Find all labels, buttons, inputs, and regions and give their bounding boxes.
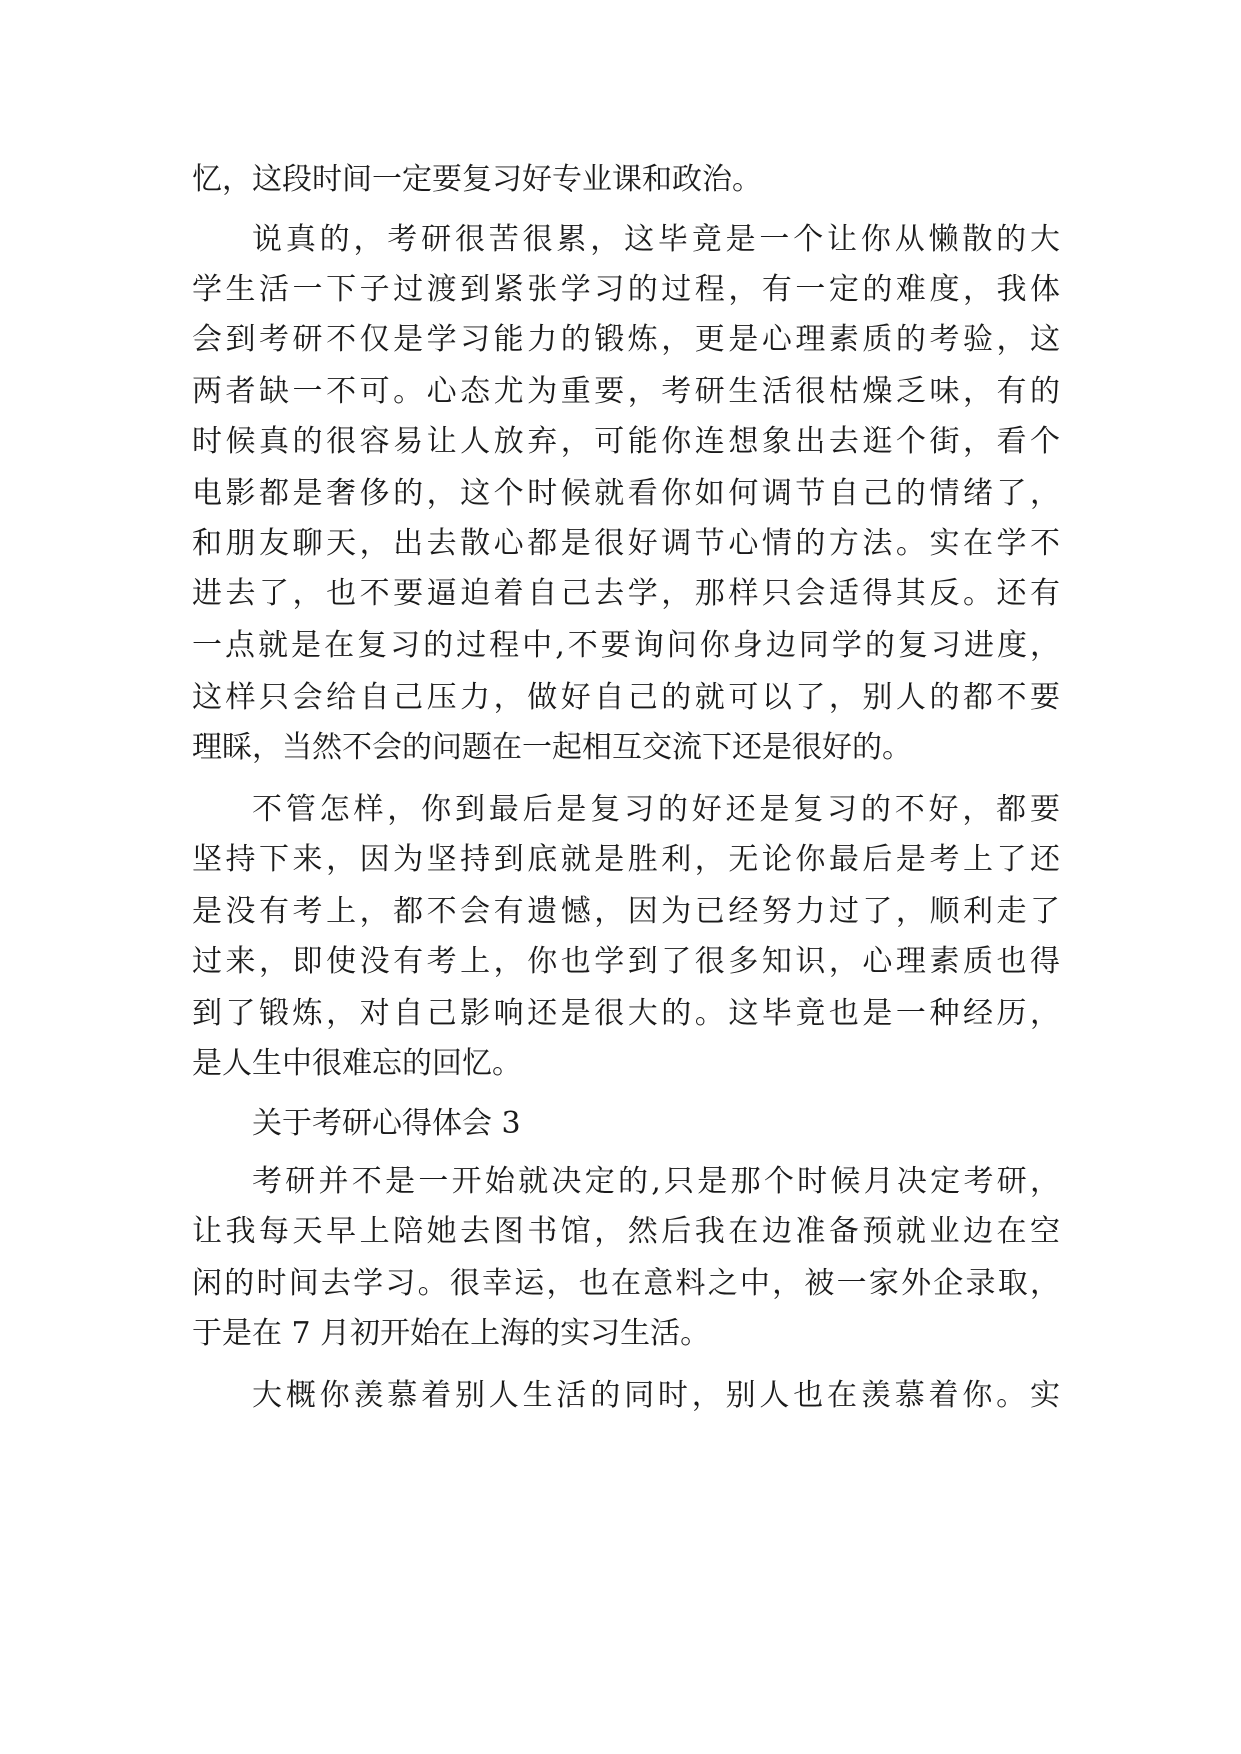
paragraph-line: 是人生中很难忘的回忆。: [192, 1046, 522, 1081]
paragraph-line: 这样只会给自己压力，做好自己的就可以了，别人的都不要: [192, 680, 1060, 715]
paragraph-line: 学生活一下子过渡到紧张学习的过程，有一定的难度，我体: [192, 272, 1060, 307]
paragraph-line: 忆，这段时间一定要复习好专业课和政治。: [192, 162, 762, 197]
paragraph-line: 到了锻炼，对自己影响还是很大的。这毕竟也是一种经历，: [192, 996, 1060, 1031]
paragraph-line: 让我每天早上陪她去图书馆，然后我在边准备预就业边在空: [192, 1214, 1060, 1249]
paragraph-line: 会到考研不仅是学习能力的锻炼，更是心理素质的考验，这: [192, 322, 1060, 357]
paragraph-line: 一点就是在复习的过程中,不要询问你身边同学的复习进度，: [192, 628, 1060, 663]
paragraph-line: 理睬，当然不会的问题在一起相互交流下还是很好的。: [192, 730, 912, 765]
paragraph-line: 坚持下来，因为坚持到底就是胜利，无论你最后是考上了还: [192, 842, 1060, 877]
paragraph-line: 电影都是奢侈的，这个时候就看你如何调节自己的情绪了，: [192, 476, 1060, 511]
paragraph-line: 说真的，考研很苦很累，这毕竟是一个让你从懒散的大: [252, 222, 1060, 257]
paragraph-line: 考研并不是一开始就决定的,只是那个时候月决定考研，: [252, 1164, 1060, 1199]
paragraph-line: 大概你羡慕着别人生活的同时，别人也在羡慕着你。实: [252, 1378, 1060, 1413]
paragraph-line: 进去了，也不要逼迫着自己去学，那样只会适得其反。还有: [192, 576, 1060, 611]
section-heading: 关于考研心得体会 3: [252, 1106, 521, 1141]
paragraph-line: 两者缺一不可。心态尤为重要，考研生活很枯燥乏味，有的: [192, 374, 1060, 409]
paragraph-line: 于是在 7 月初开始在上海的实习生活。: [192, 1316, 711, 1351]
paragraph-line: 时候真的很容易让人放弃，可能你连想象出去逛个街，看个: [192, 424, 1060, 459]
paragraph-line: 和朋友聊天，出去散心都是很好调节心情的方法。实在学不: [192, 526, 1060, 561]
paragraph-line: 闲的时间去学习。很幸运，也在意料之中，被一家外企录取，: [192, 1266, 1060, 1301]
paragraph-line: 过来，即使没有考上，你也学到了很多知识，心理素质也得: [192, 944, 1060, 979]
paragraph-line: 不管怎样，你到最后是复习的好还是复习的不好，都要: [252, 792, 1060, 827]
paragraph-line: 是没有考上，都不会有遗憾，因为已经努力过了，顺利走了: [192, 894, 1060, 929]
